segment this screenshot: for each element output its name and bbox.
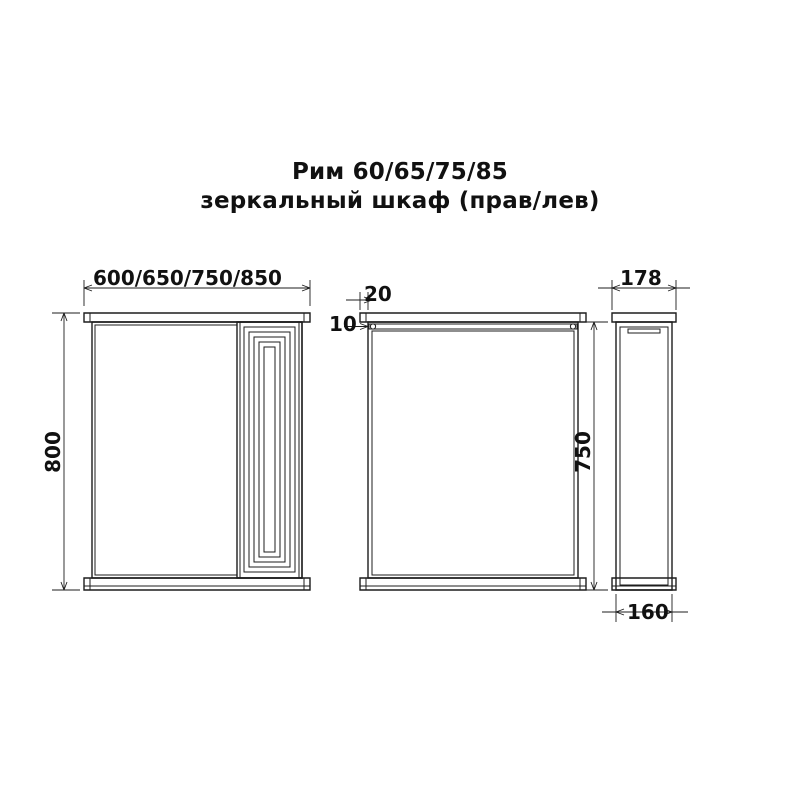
title-line-2: зеркальный шкаф (прав/лев) <box>200 187 600 214</box>
front-view-group <box>52 280 310 590</box>
rear-view-group <box>344 292 586 590</box>
dimension-rear-rail-offset: 10 <box>329 312 357 336</box>
dimension-front-width: 600/650/750/850 <box>93 266 282 290</box>
dimension-side-depth-top: 178 <box>620 266 662 290</box>
dimension-side-height: 750 <box>570 431 595 473</box>
dimension-rear-top-offset: 20 <box>364 282 392 306</box>
side-view-group <box>582 280 690 622</box>
dimension-side-depth-bottom: 160 <box>627 600 669 624</box>
dimension-front-height: 800 <box>40 431 65 473</box>
title-line-1: Рим 60/65/75/85 <box>291 159 508 185</box>
